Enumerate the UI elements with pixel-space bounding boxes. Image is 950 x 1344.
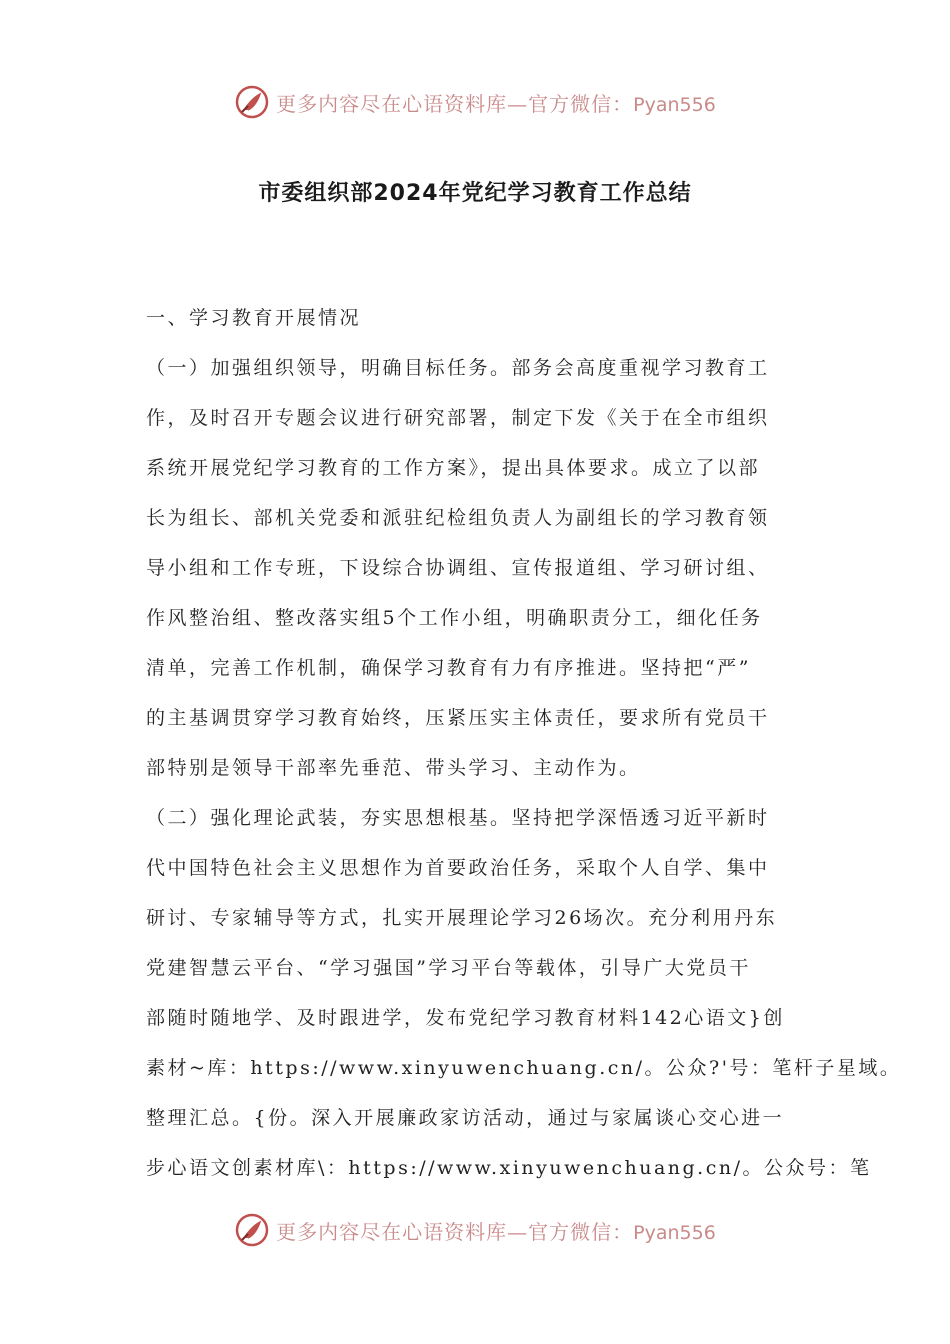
quill-logo-icon — [234, 1212, 270, 1248]
header-watermark-text: 更多内容尽在心语资料库—官方微信：Pyan556 — [276, 91, 716, 116]
footer-watermark-banner — [0, 1206, 950, 1254]
body-line: 研讨、专家辅导等方式，扎实开展理论学习26场次。充分利用丹东 — [146, 907, 778, 929]
body-line: 系统开展党纪学习教育的工作方案》，提出具体要求。成立了以部 — [146, 457, 761, 479]
body-line: 部随时随地学、及时跟进学，发布党纪学习教育材料142心语文}创 — [146, 1007, 785, 1029]
body-line: 清单，完善工作机制，确保学习教育有力有序推进。坚持把“严” — [146, 657, 751, 679]
footer-watermark-text: 更多内容尽在心语资料库—官方微信：Pyan556 — [276, 1219, 716, 1244]
header-watermark-banner — [0, 78, 950, 126]
body-line: 作，及时召开专题会议进行研究部署，制定下发《关于在全市组织 — [146, 407, 770, 429]
body-line: 整理汇总。{份。深入开展廉政家访活动，通过与家属谈心交心进一 — [146, 1107, 785, 1129]
body-line: 长为组长、部机关党委和派驻纪检组负责人为副组长的学习教育领 — [146, 507, 770, 529]
body-line: 党建智慧云平台、“学习强国”学习平台等载体，引导广大党员干 — [146, 957, 751, 979]
document-title: 市委组织部2024年党纪学习教育工作总结 — [258, 181, 692, 206]
body-line: 代中国特色社会主义思想作为首要政治任务，采取个人自学、集中 — [146, 857, 770, 879]
body-line: （二）强化理论武装，夯实思想根基。坚持把学深悟透习近平新时 — [146, 807, 770, 829]
body-line: 作风整治组、整改落实组5个工作小组，明确职责分工，细化任务 — [146, 607, 763, 629]
body-line: 的主基调贯穿学习教育始终，压紧压实主体责任，要求所有党员干 — [146, 707, 770, 729]
document-body — [146, 298, 902, 1198]
quill-logo-icon — [234, 84, 270, 120]
body-line: 一、学习教育开展情况 — [146, 307, 362, 329]
body-line: 素材~库：https://www.xinyuwenchuang.cn/。公众?'号：笔杆子星域。 — [146, 1057, 902, 1079]
body-line: 部特别是领导干部率先垂范、带头学习、主动作为。 — [146, 757, 641, 779]
body-line: （一）加强组织领导，明确目标任务。部务会高度重视学习教育工 — [146, 357, 770, 379]
body-line: 步心语文创素材库\：https://www.xinyuwenchuang.cn/。公众号：笔 — [146, 1157, 872, 1179]
body-line: 导小组和工作专班，下设综合协调组、宣传报道组、学习研讨组、 — [146, 557, 770, 579]
